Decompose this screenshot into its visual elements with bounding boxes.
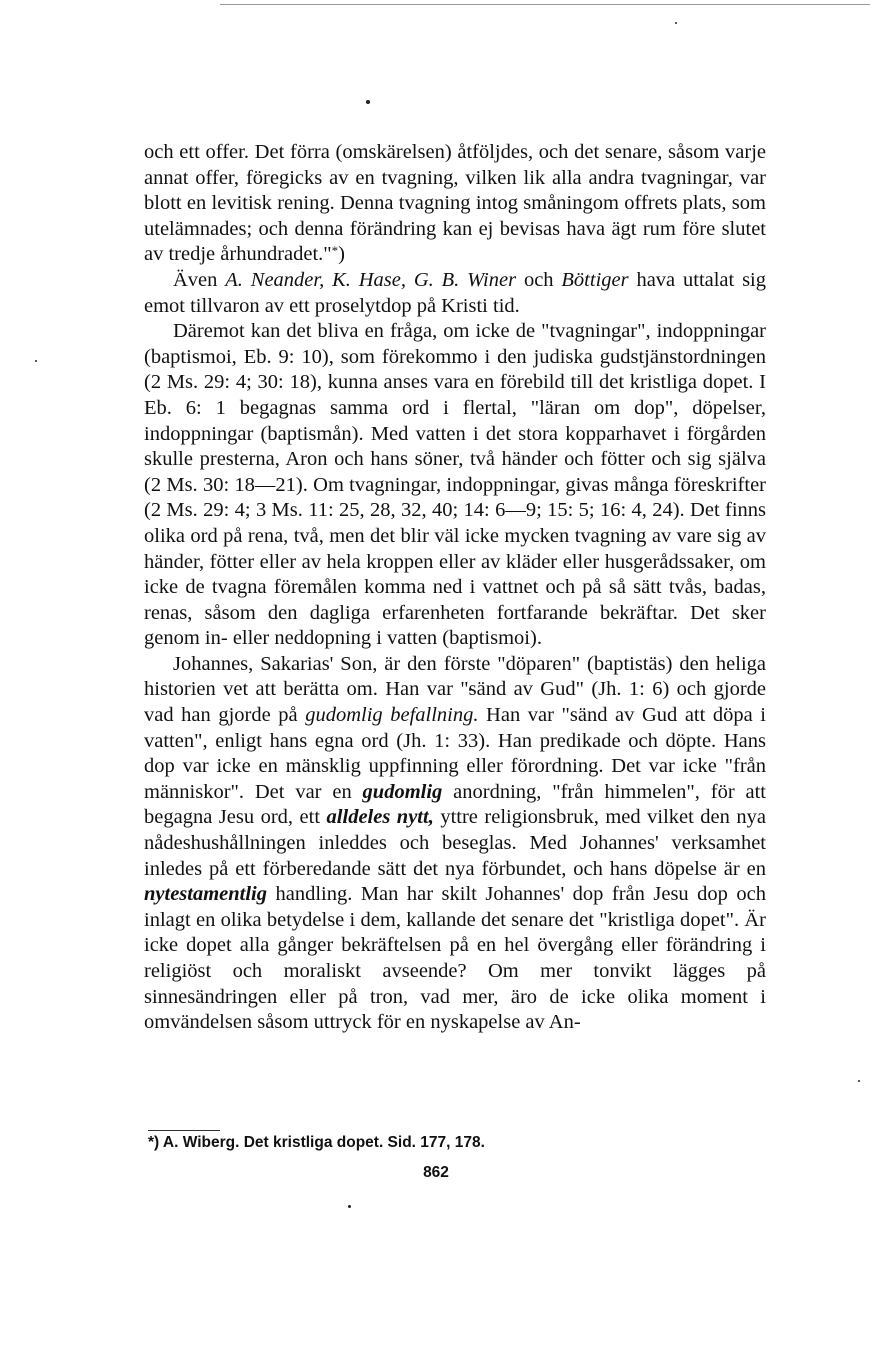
footnote: *) A. Wiberg. Det kristliga dopet. Sid. 177, 178.: [148, 1134, 485, 1151]
body-text: [144, 140, 766, 1036]
paragraph-text: Däremot kan det bliva en fråga, om icke de "tvagningar", indoppningar (baptismoi, Eb. 9: 10), som förekommo i den judiska gudstjänstordningen (2 Ms. 29: 4; 30: 18), kunna anses vara en förebild till det kristliga dopet. I Eb. 6: 1 begagnas samma ord i flertal, "läran om dop", döpelser, indoppningar (baptismån). Med vatten i det stora kopparhavet i förgården skulle presterna, Aron och hans söner, två händer och fötter och sig själva (2 Ms. 30: 18—21). Om tvagningar, indoppningar, givas många föreskrifter (2 Ms. 29: 4; 3 Ms. 11: 25, 28, 32, 40; 14: 6—9; 15: 5; 16: 4, 24). Det finns olika ord på rena, två, men det blir väl icke mycken tvagning av vare sig av händer, fötter eller av hela kroppen eller av kläder eller husgerådssaker, om icke de tvagna föremålen komma ned i vattnet och på så sätt tvås, badas, renas, såsom den dagliga erfarenheten fortfarande bekräftar. Det sker genom in- eller neddopning i vatten (baptismoi).: [144, 320, 766, 650]
paragraph: [144, 652, 766, 1036]
bold-italic-text: gudomlig: [362, 780, 443, 803]
bold-italic-text: nytestamentlig: [144, 883, 267, 906]
paragraph: [144, 268, 766, 319]
paragraph: [144, 319, 766, 652]
ink-speck: [35, 360, 37, 362]
paragraph-text: hava uttalat sig emot tillvaron av ett proselytdop på Kristi tid.: [144, 268, 767, 317]
paragraph: [144, 140, 766, 268]
paragraph-text: och: [516, 268, 562, 291]
italic-text: gudomlig befallning.: [305, 704, 479, 727]
italic-text: Böttiger: [561, 268, 629, 291]
paragraph-text: Han var "sänd av Gud att döpa i vatten", enligt hans egna ord (Jh. 1: 33). Han predikade och döpte. Hans dop var icke en mänsklig uppfinning eller förordning. Det var icke "från människor". Det var en: [144, 704, 767, 803]
ink-speck: [366, 100, 370, 104]
bold-italic-text: alldeles nytt,: [326, 806, 434, 829]
ink-speck: [675, 22, 677, 24]
footnote-marker: *: [331, 243, 339, 259]
paragraph-text: anordning, "från himmelen", för att begagna Jesu ord, ett: [144, 780, 766, 829]
paragraph-text: handling. Man har skilt Johannes' dop från Jesu dop och inlagt en olika betydelse i dem, kallande det senare det "kristliga dopet". Är icke dopet alla gånger bekräftelsen på en hel övergång eller förändring i religiöst och moraliskt avseende? Om mer tonvikt lägges på sinnesändringen eller på tron, vad mer, äro de icke olika moment i omvändelsen såsom uttryck för en nyskapelse av An-: [144, 883, 766, 1034]
ink-speck: [858, 1080, 860, 1082]
top-edge-rule: [220, 4, 870, 5]
footnote-rule: [148, 1130, 220, 1131]
ink-speck: [348, 1205, 351, 1208]
paragraph-text: yttre religionsbruk, med vilket den nya nådeshushållningen inleddes och beseglas. Med Johannes' verksamhet inledes på ett förberedande sätt det nya förbundet, och hans döpelse är en: [144, 806, 767, 880]
paragraph-text: Johannes, Sakarias' Son, är den förste "döparen" (baptistäs) den heliga historien vet att berätta om. Han var "sänd av Gud" (Jh. 1: 6) och gjorde vad han gjorde på: [144, 652, 766, 727]
italic-text: A. Neander, K. Hase, G. B. Winer: [225, 268, 517, 291]
page-number: 862: [423, 1164, 449, 1181]
paragraph-text: och ett offer. Det förra (omskärelsen) åtföljdes, och det senare, såsom varje annat offer, föregicks av en tvagning, vilken lik alla andra tvagningar, var blott en levitisk rening. Denna tvagning intog småningom offrets plats, som utelämnades; och denna förändring kan ej bevisas hava ägt rum före slutet av tredje århundradet.": [144, 141, 766, 266]
paragraph-text: Även: [173, 268, 226, 291]
paragraph-text: ): [338, 243, 345, 266]
